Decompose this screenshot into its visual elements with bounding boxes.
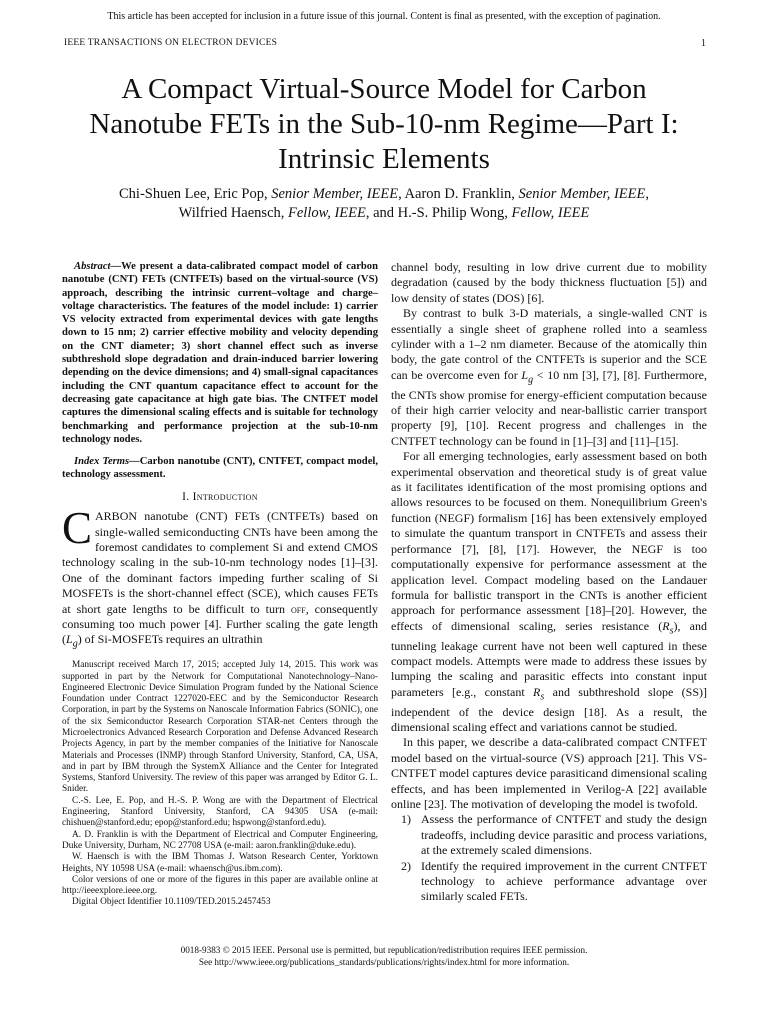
index-terms-text: Carbon nanotube (CNT), CNTFET, compact model, technology assessment.	[62, 456, 378, 481]
author-names: , Aaron D. Franklin,	[398, 186, 519, 202]
body-text: < 10 nm [3], [7], [8]. Furthermore, the CNTs show promise for energy-efficient computation because of their high carrier velocity and near-ballistic carrier transport property [9], [10]. Recent progress and challenges in the CNTFET technology can be found in [1]–[3] and [11]–[15].	[391, 367, 708, 448]
body-text: By contrast to bulk 3-D materials, a single-walled CNT is essentially a single sheet of graphene rolled into a seamless cylinder with a 1–2 nm diameter. Because of the atomically thin body, the gate control of the CNTFETs is superior and the SCE can be overcome even for	[391, 306, 707, 382]
intro-text-2: , consequently consuming too much power [4]. Further scaling the gate length (	[62, 601, 378, 647]
lg-symbol: L	[521, 367, 529, 382]
footnote-manuscript: Manuscript received March 17, 2015; accepted July 14, 2015. This work was supported in part by the Network for Computational Nanotechnology–Nano-Engineered Electronic Device Simulation Program funded by the National Science Foundation under Contract 1227020-EEC and by the Semiconductor Research Corporation, in part by the Systems on Nanoscale Information Fabrics (SONIC), one of the six Semiconductor Research Corporation STAR-net Centers through the Microelectronics Advanced Research Corporation and Defense Advanced Research Projects Agency, in part by the member companies of the Initiative for Nanoscale Materials and Processes (INMP) through Stanford University, Stanford, CA, USA, and in part by IBM through the SystemX Alliance and the Center for Integrated Systems, Stanford University. The review of this paper was arranged by Editor G. L. Snider.	[62, 660, 378, 795]
page-number: 1	[701, 38, 706, 49]
journal-name: IEEE TRANSACTIONS ON ELECTRON DEVICES	[64, 38, 278, 48]
drop-cap: C	[62, 503, 93, 554]
off-keyword: off	[291, 601, 306, 616]
list-text: Assess the performance of CNTFET and study the design tradeoffs, including device parasitic and process variations, at the extremely scaled dimensions.	[421, 812, 707, 858]
section-heading-introduction: I. Introduction	[182, 490, 258, 503]
intro-paragraph	[62, 503, 378, 652]
intro-text-1: ARBON nanotube (CNT) FETs (CNTFETs) based on single-walled semiconducting CNTs have been among the foremost candidates to complement Si and extend CMOS technology scaling in the sub-10-nm technology nodes [1]–[3]. One of the dominant factors impeding further scaling of Si MOSFETs is the short-channel effect (SCE), which causes FETs at short gate lengths to be difficult to turn	[62, 509, 378, 616]
author-grade: Fellow, IEEE	[288, 205, 366, 221]
author-line-1	[64, 185, 704, 204]
footnote-affiliation-stanford: C.-S. Lee, E. Pop, and H.-S. P. Wong are with the Department of Electrical Engineering, Stanford University, Stanford, CA 94305 USA (e-mail: chishuen@stanford.edu; epop@stanford.edu; hspwong@stanford.edu).	[62, 795, 378, 829]
author-names: Wilfried Haensch,	[178, 205, 289, 221]
lg-symbol: L	[66, 632, 73, 647]
footnotes	[62, 660, 378, 909]
rs-subscript: s	[669, 625, 674, 637]
author-grade: Senior Member, IEEE	[518, 186, 646, 202]
abstract	[62, 260, 378, 446]
author-line-2	[64, 204, 704, 223]
rs-subscript: s	[540, 691, 545, 703]
abstract-label: Abstract—	[74, 261, 122, 272]
abstract-text: We present a data-calibrated compact model of carbon nanotube (CNT) FETs (CNTFETs) based on the virtual-source (VS) approach, describing the intrinsic current–voltage and charge–voltage characteristics. The features of the model include: 1) carrier VS velocity extracted from experimental devices with gate lengths down to 15 nm; 2) carrier effective mobility and velocity depending on the CNT diameter; 3) short channel effect such as inverse subthreshold slope degradation and drain-induced barrier lowering depending on the device dimensions; and 4) small-signal capacitances including the CNT quantum capacitance effect to account for the decreasing gate capacitance at high gate bias. The CNTFET model captures the dimensional scaling effects and is suitable for technology benchmarking and performance projection at the sub-10-nm technology nodes.	[62, 261, 378, 445]
author-list	[64, 185, 704, 223]
copyright-notice	[64, 945, 704, 968]
acceptance-notice: This article has been accepted for inclusion in a future issue of this journal. Content is final as presented, with the exception of pagination.	[107, 11, 661, 22]
right-column	[391, 260, 707, 905]
lg-subscript: g	[528, 374, 534, 386]
index-terms	[62, 455, 378, 482]
footnote-color-versions: Color versions of one or more of the figures in this paper are available online at http://ieeexplore.ieee.org.	[62, 874, 378, 897]
index-terms-label: Index Terms—	[74, 456, 140, 468]
lg-subscript: g	[72, 638, 78, 650]
rs-symbol: R	[662, 618, 670, 633]
body-text: and subthreshold slope (SS)] independent of the device design [18]. As a result, the dimensional scaling effect and variations cannot be studied.	[391, 684, 707, 734]
body-paragraph	[391, 306, 707, 449]
author-grade: Senior Member, IEEE	[271, 186, 399, 202]
author-names: Chi-Shuen Lee, Eric Pop,	[119, 186, 272, 202]
list-text: Identify the required improvement in the current CNTFET technology to achieve performance advantage over similarly scaled FETs.	[421, 858, 707, 904]
body-paragraph: In this paper, we describe a data-calibrated compact CNTFET model based on the virtual-source (VS) approach [21]. This VS-CNTFET model captures device parasiticand dimensional scaling effects, and has been implemented in Verilog-A [22] available online [23]. The motivation of developing the model is twofold.	[391, 735, 707, 811]
author-sep: ,	[645, 186, 649, 202]
body-text: For all emerging technologies, early assessment based on both experimental observation and theoretical study is of great value as it facilitates identification of the most promising options and allows resources to be focused on them. Nonequilibrium Green's function (NEGF) formalism [16] has been extensively employed to simulate the quantum transport in CNTFETs and assess their performance [7], [8], [17]. However, the NEGF is too computationally expensive for performance assessment at the application level. Compact modeling based on the Landauer formula for ballistic transport in the CNTs is another efficient approach for performance assessment [18]–[20]. However, the effects of dimensional scaling, series resistance (	[391, 449, 707, 633]
list-number: 1)	[401, 812, 411, 827]
list-item	[391, 812, 707, 858]
body-paragraph	[391, 449, 707, 735]
footnote-affiliation-duke: A. D. Franklin is with the Department of Electrical and Computer Engineering, Duke University, Durham, NC 27708 USA (e-mail: aaron.franklin@duke.edu).	[62, 829, 378, 851]
list-number: 2)	[401, 858, 411, 873]
author-names: , and H.-S. Philip Wong,	[365, 205, 512, 221]
paper-title: A Compact Virtual-Source Model for Carbon Nanotube FETs in the Sub-10-nm Regime—Part I: Intrinsic Elements	[89, 73, 679, 175]
list-item	[391, 859, 707, 905]
intro-text-3: ) of Si-MOSFETs requires an ultrathin	[77, 632, 263, 647]
body-text: ), and tunneling leakage current have not been well captured in these compact models. Attempts were made to address these issues by lumping the scaling and parasitic effects into constant input parameters [e.g., constant	[391, 618, 708, 699]
copyright-line-2: See http://www.ieee.org/publications_standards/publications/rights/index.html for more information.	[198, 956, 570, 967]
footnote-affiliation-ibm: W. Haensch is with the IBM Thomas J. Watson Research Center, Yorktown Heights, NY 10598 USA (e-mail: whaensch@us.ibm.com).	[62, 852, 378, 874]
motivation-list	[391, 812, 707, 904]
copyright-line-1: 0018-9383 © 2015 IEEE. Personal use is permitted, but republication/redistribution requires IEEE permission.	[180, 945, 588, 955]
author-grade: Fellow, IEEE	[511, 205, 590, 221]
left-column	[62, 260, 378, 909]
rs-symbol: R	[533, 684, 541, 699]
body-paragraph: channel body, resulting in low drive current due to mobility degradation (caused by the body thickness fluctuation [5]) and low density of states (DOS) [6].	[391, 260, 707, 305]
footnote-doi: Digital Object Identifier 10.1109/TED.2015.2457453	[72, 897, 271, 908]
